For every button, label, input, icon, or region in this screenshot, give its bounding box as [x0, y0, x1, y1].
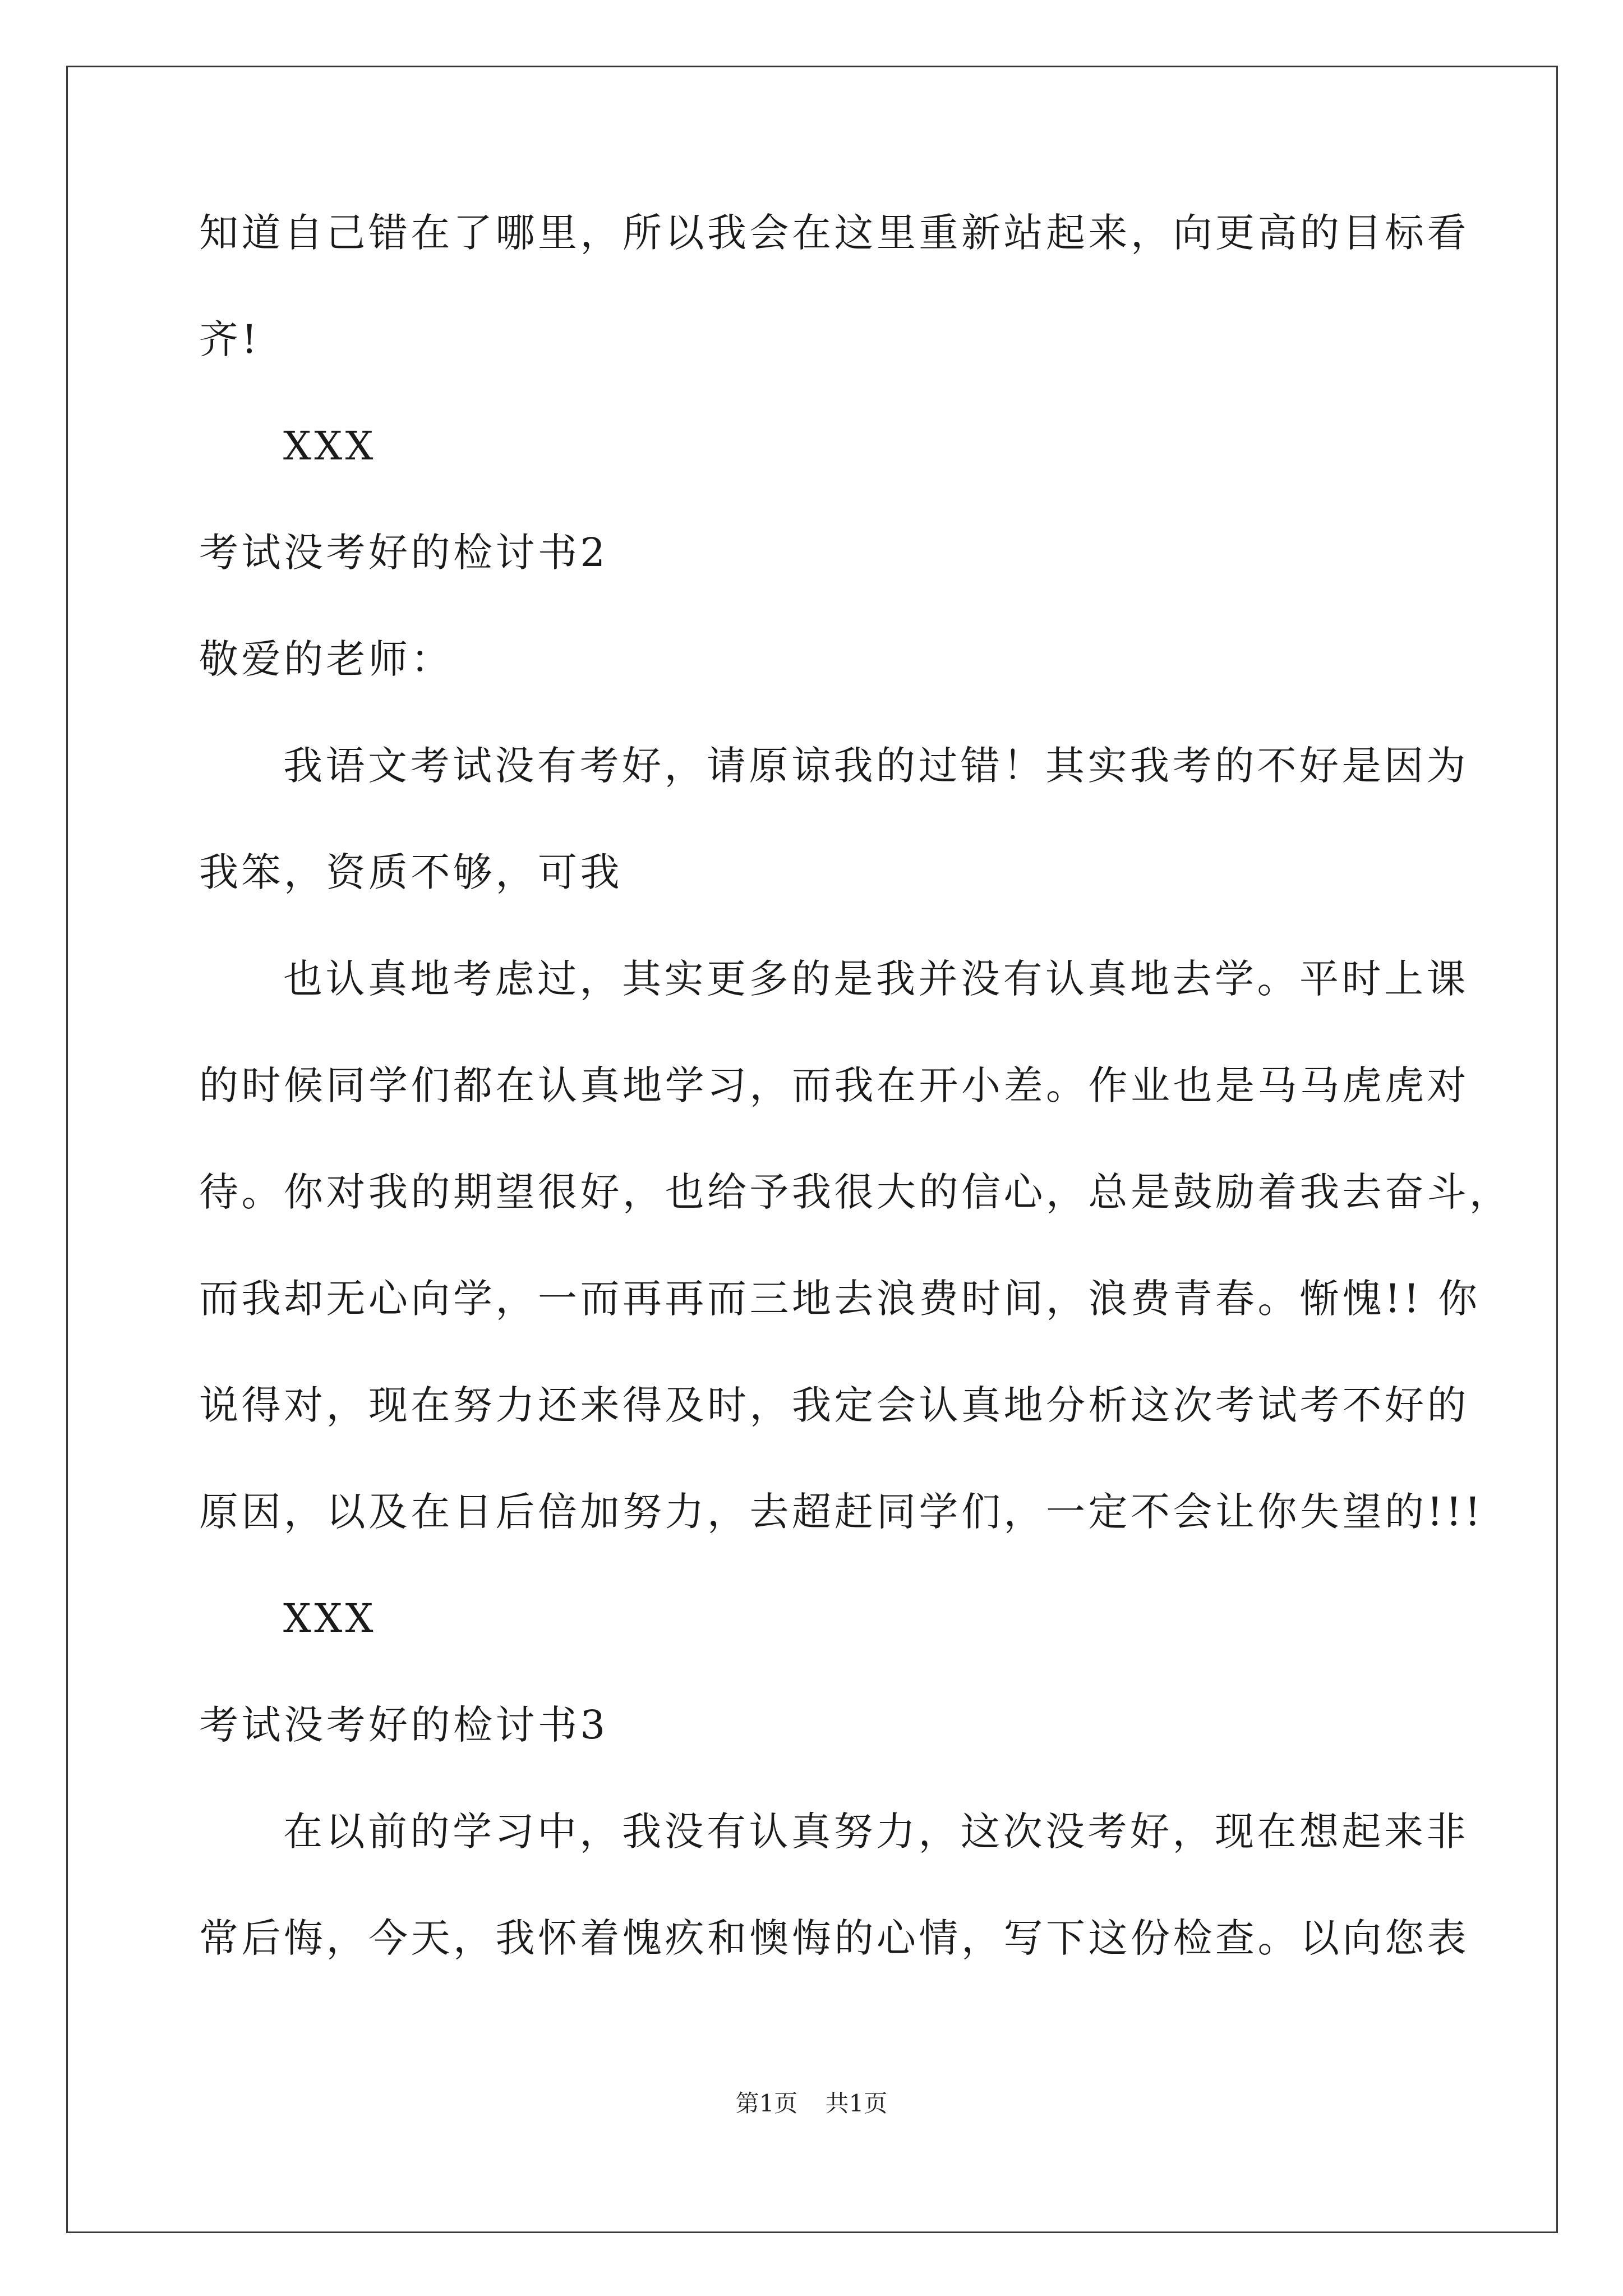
- text-line: 我语文考试没有考好，请原谅我的过错！其实我考的不好是因为: [283, 743, 1469, 789]
- text-line: 也认真地考虑过，其实更多的是我并没有认真地去学。平时上课: [283, 956, 1469, 1002]
- text-line: 在以前的学习中，我没有认真努力，这次没考好，现在想起来非: [283, 1809, 1469, 1855]
- text-line: 而我却无心向学，一而再再而三地去浪费时间，浪费青春。惭愧!! 你: [199, 1276, 1481, 1322]
- text-line: 的时候同学们都在认真地学习，而我在开小差。作业也是马马虎虎对: [199, 1062, 1469, 1108]
- signature: XXX: [283, 1595, 377, 1641]
- text-line: 齐!: [199, 316, 261, 362]
- page-number-current: 第1页: [735, 2090, 798, 2117]
- text-line: 原因，以及在日后倍加努力，去超赶同学们，一定不会让你失望的!!!: [199, 1489, 1484, 1535]
- section-heading: 考试没考好的检讨书2: [199, 530, 608, 576]
- text-line: 待。你对我的期望很好，也给予我很大的信心，总是鼓励着我去奋斗，: [199, 1169, 1512, 1215]
- page-footer: [0, 2088, 1623, 2119]
- text-line: 我笨，资质不够，可我: [199, 849, 623, 895]
- text-line: 知道自己错在了哪里，所以我会在这里重新站起来，向更高的目标看: [199, 210, 1469, 256]
- text-line: 常后悔，今天，我怀着愧疚和懊悔的心情，写下这份检查。以向您表: [199, 1915, 1469, 1961]
- page-number-total: 共1页: [825, 2090, 888, 2117]
- signature: XXX: [283, 423, 377, 469]
- page-border: [66, 66, 1558, 2233]
- section-heading: 考试没考好的检讨书3: [199, 1702, 608, 1748]
- salutation: 敬爱的老师：: [199, 636, 453, 682]
- text-line: 说得对，现在努力还来得及时，我定会认真地分析这次考试考不好的: [199, 1382, 1469, 1428]
